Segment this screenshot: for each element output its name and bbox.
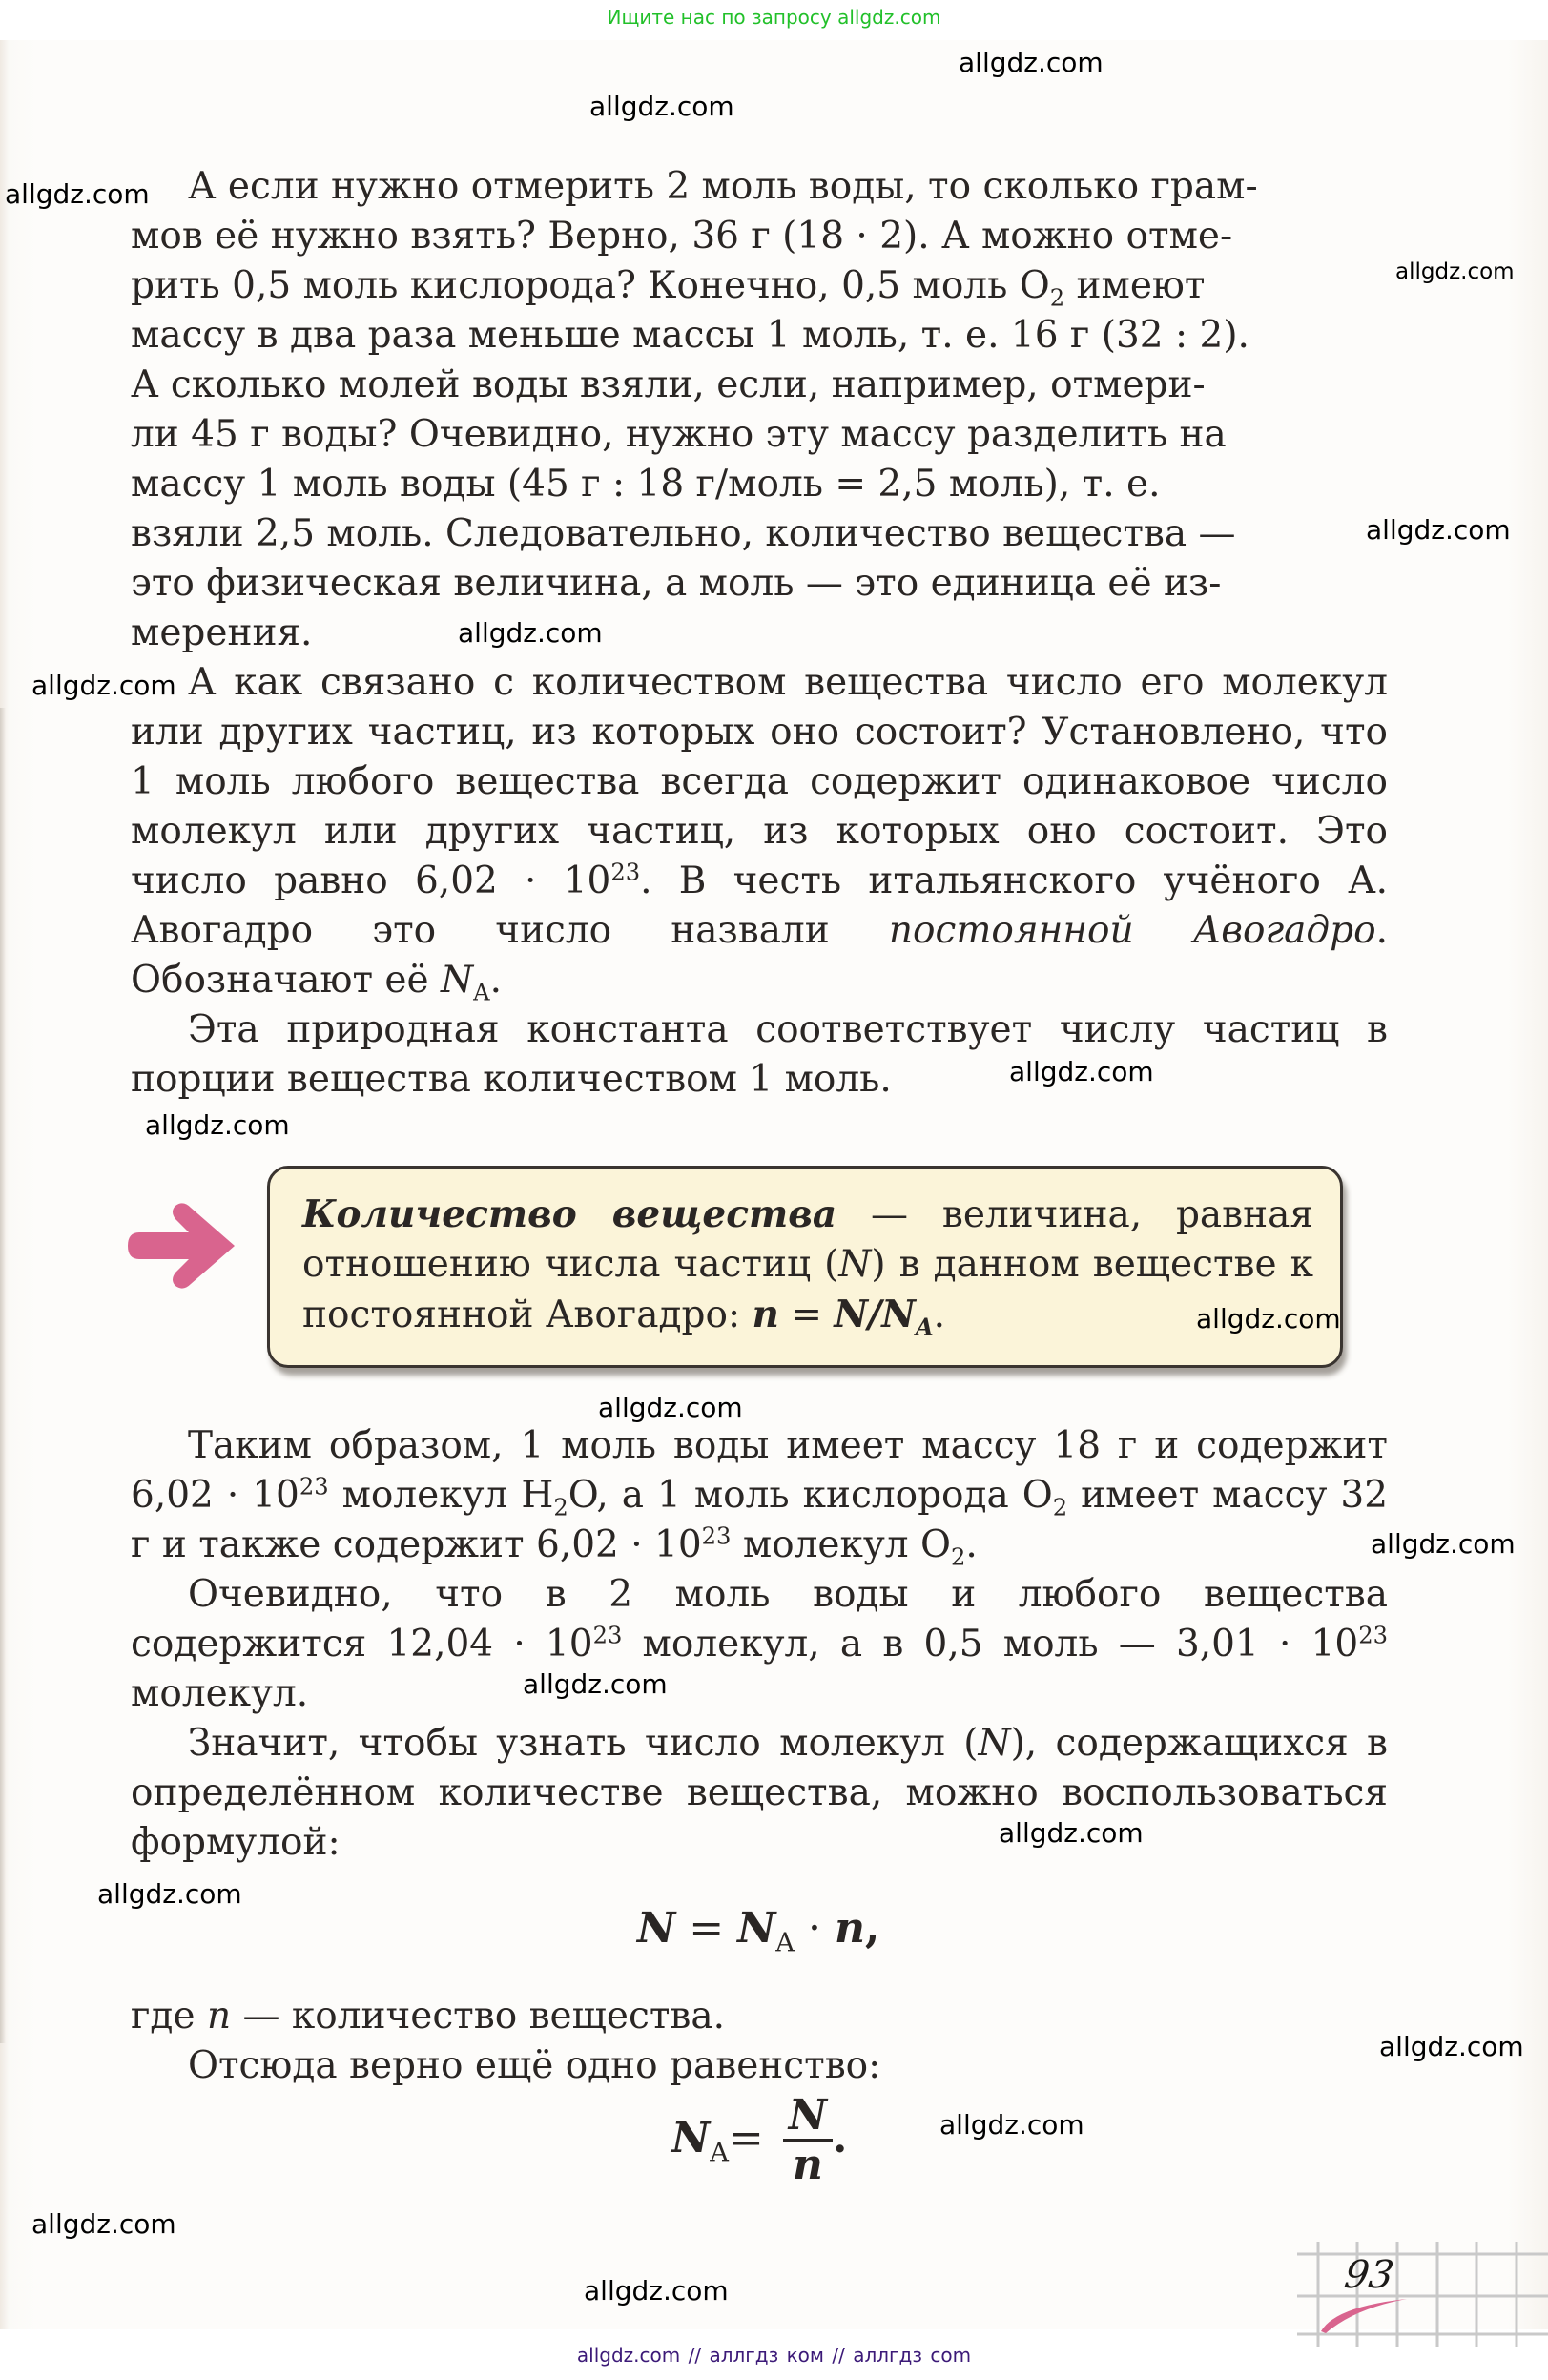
- definition-term: Количество вещества: [302, 1192, 837, 1236]
- watermark: allgdz.com: [145, 1109, 290, 1141]
- text-line: мерения.: [131, 611, 313, 654]
- text-line: А если нужно отмерить 2 моль воды, то сколько грам-: [188, 165, 1258, 208]
- pink-arrow-icon: [126, 1200, 240, 1292]
- watermark: allgdz.com: [1366, 514, 1511, 546]
- watermark: allgdz.com: [959, 47, 1104, 78]
- watermark: allgdz.com: [458, 617, 603, 649]
- text-line: массу 1 моль воды (45 г : 18 г/моль = 2,5 моль), т. е.: [131, 463, 1161, 506]
- paragraph-avogadro: А как связано с количеством вещества число его молекул или других частиц, из которых оно состоит? Установлено, что 1 моль любого вещества всегда содержит одинаковое число молекул или других частиц, из которых оно состоит. Это число равно $6,02 \cdot 10^{23}$. В честь итальянского учёного А. Авогадро это число назвали постоянной Авогадро. Обозначают её $N_A$.: [131, 661, 1389, 1006]
- paragraph-moles-mass: [131, 162, 1388, 658]
- watermark: allgdz.com: [598, 1392, 743, 1423]
- formula-n-equals-na-times-n: $N = N_A \cdot n$,: [637, 1904, 880, 1958]
- footer-banner: allgdz.com // аллгдз ком // аллгдз com: [576, 2344, 972, 2367]
- watermark: allgdz.com: [523, 1668, 668, 1700]
- paragraph-summary: Таким образом, 1 моль воды имеет массу 18 г и содержит $6,02 \cdot 10^{23}$ молекул $H_2O$, а 1 моль кислорода $O_2$ имеет массу 32 г и также содержит $6,02 \cdot 10^{23}$ молекул $O_2$. Очевидно, что в 2 моль воды и любого вещества содержится $12,04 \cdot 10^{23}$ молекул, а в 0,5 моль — $3,01 \cdot 10^{23}$ молекул. Значит, чтобы узнать число молекул (N), содержащихся в определённом количестве вещества, можно воспользоваться формулой:: [131, 1424, 1389, 1864]
- text-line: ли 45 г воды? Очевидно, нужно эту массу разделить на: [131, 413, 1227, 456]
- watermark: allgdz.com: [1009, 1056, 1154, 1087]
- watermark: allgdz.com: [97, 1878, 242, 1910]
- watermark: allgdz.com: [589, 91, 734, 122]
- watermark: allgdz.com: [31, 2208, 176, 2240]
- watermark: allgdz.com: [1395, 259, 1515, 284]
- text-line: мов её нужно взять? Верно, 36 г (18 · 2). А можно отме-: [131, 215, 1233, 258]
- paragraph-where: где n — количество вещества. Отсюда верно ещё одно равенство:: [131, 1995, 881, 2087]
- text-line: взяли 2,5 моль. Следовательно, количество вещества —: [131, 512, 1236, 555]
- watermark: allgdz.com: [1196, 1303, 1341, 1335]
- watermark: allgdz.com: [1371, 1528, 1516, 1560]
- definition-box: [267, 1166, 1343, 1368]
- watermark: allgdz.com: [1379, 2031, 1524, 2062]
- page-binding-shadow: [0, 708, 6, 2043]
- text-line: рить 0,5 моль кислорода? Конечно, 0,5 моль $O_2$ имеют: [131, 264, 1206, 312]
- graph-paper-corner: [1297, 2232, 1548, 2347]
- page-number: 93: [1341, 2253, 1397, 2297]
- watermark: allgdz.com: [584, 2275, 729, 2307]
- text-line: это физическая величина, а моль — это единица её из-: [131, 562, 1222, 605]
- watermark: allgdz.com: [5, 178, 150, 210]
- definition-text: Количество вещества — величина, равная отношению числа частиц (N) в данном веществе к постоянной Авогадро: $n = N/N_A$.: [302, 1192, 1313, 1341]
- text-line: А сколько молей воды взяли, если, например, отмери-: [131, 363, 1206, 406]
- top-search-banner: Ищите нас по запросу allgdz.com: [607, 6, 941, 29]
- watermark: allgdz.com: [939, 2109, 1084, 2141]
- text-line: массу в два раза меньше массы 1 моль, т. е. 16 г (32 : 2).: [131, 314, 1249, 357]
- formula-na-equals-n-over-n: $N_A=$ $\frac{N}{n}$ .: [671, 2091, 848, 2189]
- watermark: allgdz.com: [31, 670, 176, 701]
- fraction: $\frac{N}{n}$: [783, 2093, 833, 2189]
- watermark: allgdz.com: [999, 1817, 1144, 1849]
- paragraph-constant: Эта природная константа соответствует числу частиц в порции вещества количеством 1 моль.: [131, 1008, 1388, 1101]
- term-avogadro-constant: постоянной Авогадро: [888, 909, 1376, 952]
